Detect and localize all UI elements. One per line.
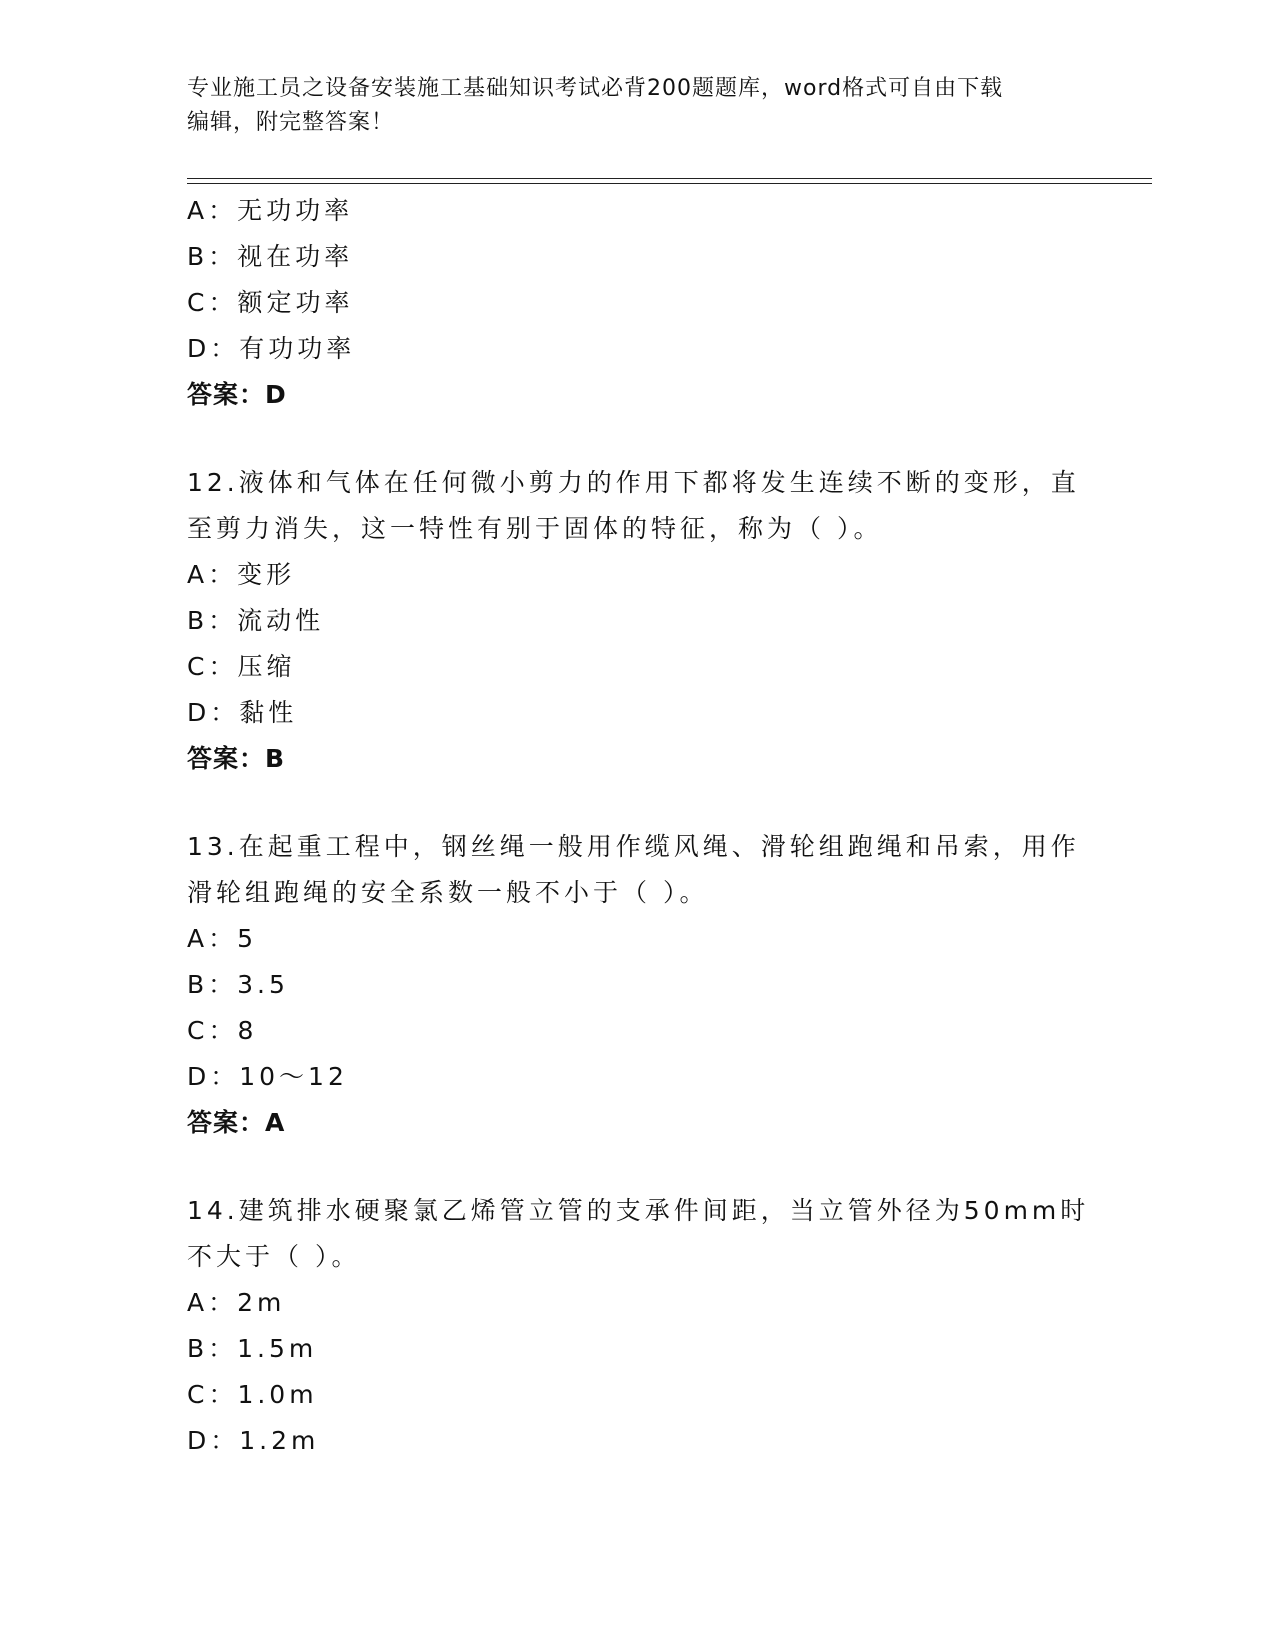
spacer	[187, 782, 1067, 824]
question-stem-line-1: 14.建筑排水硬聚氯乙烯管立管的支承件间距，当立管外径为50mm时	[187, 1196, 1090, 1225]
option-c: C：1.0m	[187, 1380, 318, 1409]
option-d: D：1.2m	[187, 1426, 320, 1455]
header-title-line-2: 编辑，附完整答案！	[187, 110, 395, 135]
option-c: C：8	[187, 1016, 258, 1045]
question-stem-line-2: 不大于（ ）。	[187, 1242, 361, 1271]
question-12	[187, 460, 1080, 782]
question-stem-line-2: 滑轮组跑绳的安全系数一般不小于（ ）。	[187, 878, 709, 907]
spacer	[187, 418, 1067, 460]
header-divider-top	[187, 178, 1152, 179]
header-divider-bottom	[187, 183, 1152, 184]
question-list	[187, 188, 1090, 1464]
question-13	[187, 824, 1080, 1146]
document-header	[187, 72, 1067, 140]
option-d: D：10～12	[187, 1062, 348, 1091]
answer: 答案：B	[187, 744, 286, 773]
option-d: D：有功功率	[187, 334, 356, 363]
option-b: B：3.5	[187, 970, 289, 999]
option-b: B：流动性	[187, 606, 325, 635]
option-b: B：视在功率	[187, 242, 354, 271]
option-b: B：1.5m	[187, 1334, 318, 1363]
question-14	[187, 1188, 1090, 1464]
option-c: C：压缩	[187, 652, 296, 681]
option-a: A：无功功率	[187, 196, 354, 225]
option-d: D：黏性	[187, 698, 298, 727]
option-a: A：2m	[187, 1288, 286, 1317]
question-stem-line-2: 至剪力消失，这一特性有别于固体的特征，称为（ ）。	[187, 514, 883, 543]
question-stem-line-1: 13.在起重工程中，钢丝绳一般用作缆风绳、滑轮组跑绳和吊索，用作	[187, 832, 1080, 861]
answer: 答案：A	[187, 1108, 286, 1137]
question-11	[187, 188, 1067, 418]
spacer	[187, 1146, 1067, 1188]
option-a: A：变形	[187, 560, 296, 589]
option-a: A：5	[187, 924, 258, 953]
header-title-line-1: 专业施工员之设备安装施工基础知识考试必背200题题库，word格式可自由下载	[187, 76, 1004, 101]
question-stem-line-1: 12.液体和气体在任何微小剪力的作用下都将发生连续不断的变形，直	[187, 468, 1080, 497]
option-c: C：额定功率	[187, 288, 354, 317]
answer: 答案：D	[187, 380, 287, 409]
